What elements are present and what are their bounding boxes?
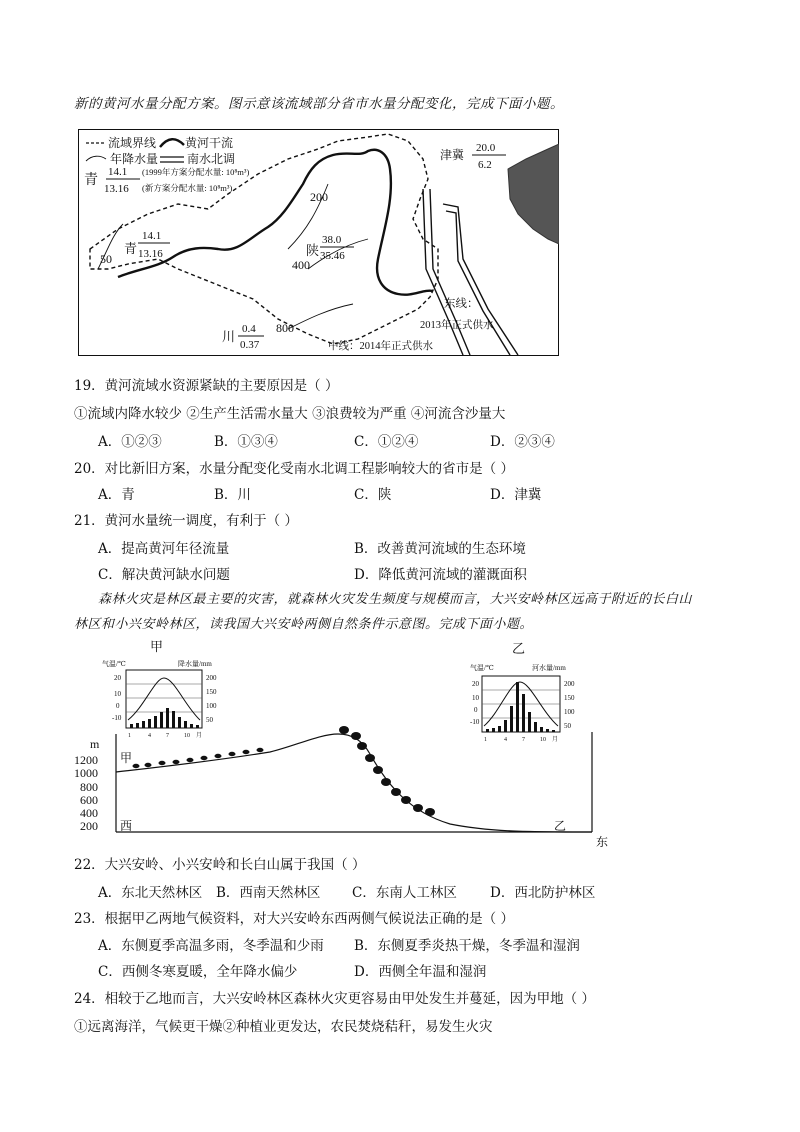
intro-text-2a: 森林火灾是林区最主要的灾害，就森林火灾发生频度与规模而言，大兴安岭林区远高于附近的长白山 [98, 592, 693, 607]
yi-precip-tick-100: 100 [564, 708, 575, 716]
q21-option-c[interactable]: C．解决黄河缺水问题 [98, 567, 230, 583]
yi-temp-tick-0: 0 [474, 706, 478, 714]
q20-stem: 20．对比新旧方案，水量分配变化受南水北调工程影响较大的省市是（ ） [74, 461, 514, 477]
q21-option-a[interactable]: A．提高黄河年径流量 [98, 541, 230, 557]
jinji-new: 6.2 [478, 159, 492, 171]
jia-month-1: 1 [128, 733, 131, 739]
q19-option-d[interactable]: D．②③④ [490, 434, 555, 450]
isohyet-label-800: 800 [276, 321, 294, 335]
jia-precip-tick-150: 150 [206, 688, 217, 696]
q22-stem: 22．大兴安岭、小兴安岭和长白山属于我国（ ） [74, 857, 366, 873]
jia-climate-box [126, 670, 202, 728]
jia-temp-tick-20: 20 [114, 674, 121, 682]
yi-temp-axis-label: 气温/℃ [470, 664, 494, 672]
yi-month-4: 4 [504, 737, 507, 743]
jia-month-unit: 月 [196, 733, 203, 739]
q19-option-c[interactable]: C．①②④ [354, 434, 419, 450]
intro-text-2b: 林区和小兴安岭林区，读我国大兴安岭两侧自然条件示意图。完成下面小题。 [74, 617, 534, 632]
jia-precip-axis-label: 降水量/mm [178, 660, 212, 668]
q22-option-b[interactable]: B．西南天然林区 [216, 885, 321, 901]
q21-option-b[interactable]: B．改善黄河流域的生态环境 [354, 541, 526, 557]
q20-option-d[interactable]: D．津冀 [490, 487, 542, 503]
label-shaan: 陕 [306, 243, 320, 258]
yi-precip-tick-50: 50 [564, 722, 571, 730]
label-chuan: 川 [222, 329, 236, 344]
yi-temp-tick-20: 20 [472, 680, 479, 688]
y-tick-200: 200 [80, 819, 98, 833]
jia-precip-tick-200: 200 [206, 674, 217, 682]
forest-east [339, 726, 435, 816]
label-jinji: 津冀 [440, 148, 465, 162]
terrain-profile [116, 734, 592, 832]
jia-chart-title: 甲 [150, 639, 164, 654]
jia-month-7: 7 [166, 733, 169, 739]
jia-temp-tick-m10: -10 [112, 714, 122, 722]
chuan-new: 0.37 [240, 339, 260, 351]
q21-stem: 21．黄河水量统一调度，有利于（ ） [74, 513, 298, 529]
q23-option-b[interactable]: B．东侧夏季炎热干燥，冬季温和湿润 [354, 938, 580, 954]
q23-stem: 23．根据甲乙两地气候资料，对大兴安岭东西两侧气候说法正确的是（ ） [74, 911, 514, 927]
jia-temp-tick-0: 0 [116, 702, 120, 710]
isohyet-label-50: 50 [100, 252, 112, 266]
q19-option-b[interactable]: B．①③④ [214, 434, 278, 450]
profile-jia-label: 甲 [120, 751, 133, 765]
legend-isohyet-label: 年降水量 [110, 152, 159, 166]
legend-province: 青 [84, 173, 98, 188]
yi-precip-tick-150: 150 [564, 694, 575, 702]
q22-option-c[interactable]: C．东南人工林区 [352, 885, 457, 901]
east-line-label: 东线： [444, 298, 479, 310]
jia-temp-tick-10: 10 [114, 690, 121, 698]
yi-temp-tick-10: 10 [472, 694, 479, 702]
jinji-old: 20.0 [476, 142, 496, 154]
legend-new-value: 13.16 [104, 183, 129, 195]
yi-chart-title: 乙 [512, 641, 526, 656]
yi-month-unit: 月 [552, 737, 559, 743]
shaan-new: 35.46 [320, 250, 345, 262]
yellow-river-map [78, 129, 559, 356]
q19-items: ①流域内降水较少 ②生产生活需水量大 ③浪费较为严重 ④河流含沙量大 [74, 406, 506, 422]
jia-month-4: 4 [148, 733, 151, 739]
jia-month-10: 10 [184, 733, 190, 739]
y-tick-400: 400 [80, 806, 98, 820]
profile-unit: m [90, 737, 100, 751]
q19-stem: 19．黄河流域水资源紧缺的主要原因是（ ） [74, 378, 339, 394]
jia-precip-tick-100: 100 [206, 702, 217, 710]
label-qing: 青 [124, 241, 138, 256]
q20-option-b[interactable]: B．川 [214, 487, 251, 503]
legend-old-value: 14.1 [108, 166, 128, 178]
legend-old-note: (1999年方案分配水量: 10⁸m³) [142, 167, 250, 177]
q22-option-a[interactable]: A．东北天然林区 [98, 885, 203, 901]
y-tick-600: 600 [80, 793, 98, 807]
yi-precip-tick-200: 200 [564, 680, 575, 688]
y-tick-1000: 1000 [74, 766, 98, 780]
legend-river-label: 黄河干流 [185, 136, 234, 150]
q20-option-a[interactable]: A．青 [98, 487, 135, 503]
legend-snwd-label: 南水北调 [187, 152, 236, 166]
q24-stem: 24．相较于乙地而言，大兴安岭林区森林火灾更容易由甲处发生并蔓延，因为甲地（ ） [74, 991, 595, 1007]
yi-month-7: 7 [522, 737, 525, 743]
qing-new: 13.16 [138, 248, 163, 260]
isohyet-label-200: 200 [310, 190, 328, 204]
profile-east-label: 东 [596, 835, 609, 849]
yi-precip-axis-label: 河水量/mm [532, 664, 566, 672]
legend-new-note: (新方案分配水量: 10⁸m³) [142, 183, 233, 193]
q22-option-d[interactable]: D．西北防护林区 [490, 885, 596, 901]
chuan-old: 0.4 [242, 323, 256, 335]
y-tick-1200: 1200 [74, 753, 98, 767]
profile-yi-label: 乙 [554, 819, 567, 833]
jia-temp-axis-label: 气温/℃ [102, 660, 126, 668]
y-tick-800: 800 [80, 780, 98, 794]
qing-old: 14.1 [142, 230, 162, 242]
intro-text-1: 新的黄河水量分配方案。图示意该流域部分省市水量分配变化，完成下面小题。 [74, 96, 564, 112]
shaan-old: 38.0 [322, 234, 342, 246]
profile-west-label: 西 [120, 819, 133, 833]
yi-month-10: 10 [540, 737, 546, 743]
daxinganling-profile [70, 636, 610, 850]
q23-option-d[interactable]: D．西侧全年温和湿润 [354, 964, 487, 980]
q19-option-a[interactable]: A．①②③ [98, 434, 162, 450]
jia-precip-tick-50: 50 [206, 716, 213, 724]
legend-boundary-label: 流域界线 [108, 136, 157, 150]
middle-line-label: 中线：2014年正式供水 [328, 341, 433, 352]
q23-option-a[interactable]: A．东侧夏季高温多雨，冬季温和少雨 [98, 938, 324, 954]
yi-month-1: 1 [484, 737, 487, 743]
east-line-note: 2013年正式供水 [420, 320, 494, 331]
forest-west [133, 748, 264, 768]
q24-item-1: ①远离海洋，气候更干燥②种植业更发达，农民焚烧秸秆，易发生火灾 [74, 1019, 493, 1035]
yi-temp-tick-m10: -10 [470, 718, 480, 726]
isohyet-label-400: 400 [292, 258, 310, 272]
q20-option-c[interactable]: C．陕 [354, 487, 392, 503]
q23-option-c[interactable]: C．西侧冬寒夏暖，全年降水偏少 [98, 964, 298, 980]
q21-option-d[interactable]: D．降低黄河流域的灌溉面积 [354, 567, 527, 583]
